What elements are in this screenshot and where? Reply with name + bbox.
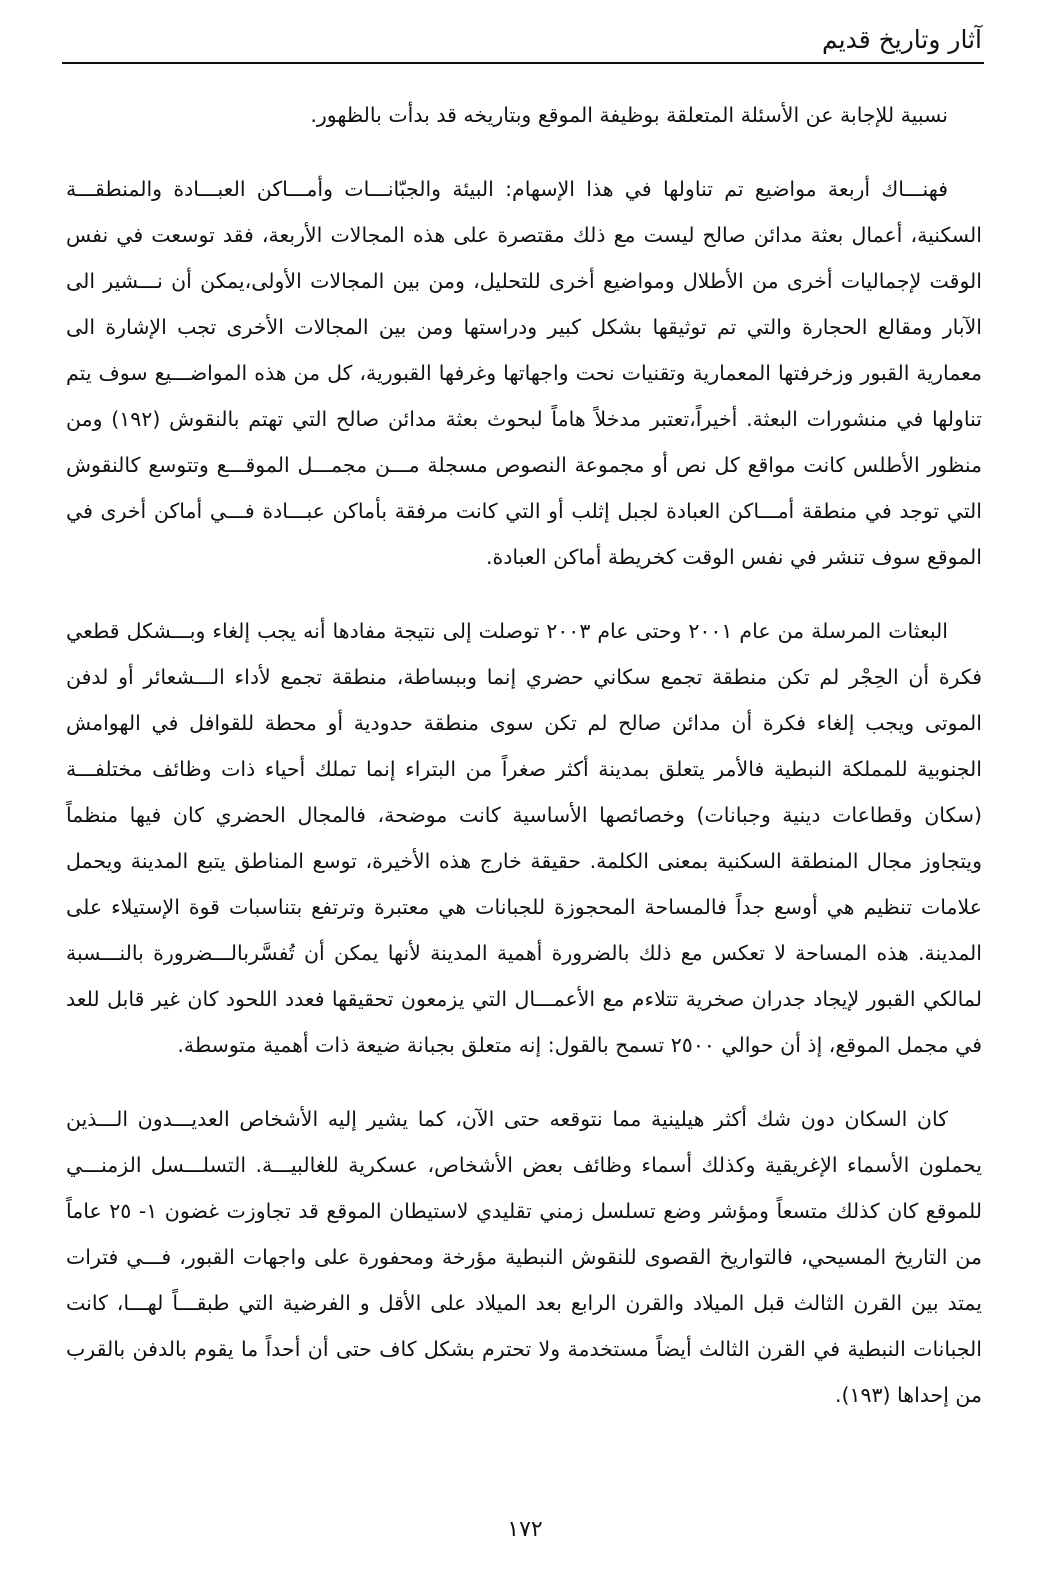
running-header-title: آثار وتاريخ قديم [822,25,982,54]
header-divider [62,62,984,64]
paragraph-continuation: نسبية للإجابة عن الأسئلة المتعلقة بوظيفة الموقع وبتاريخه قد بدأت بالظهور. [310,103,948,127]
page-number: ١٧٢ [507,1517,543,1542]
paragraph-topics: فهنـــاك أربعة مواضيع تم تناولها في هذا الإسهام: البيئة والجبّانـــات وأمـــاكن العبـــادة والمنطقـــة السكنية، أعمال بعثة مدائن صالح ليست مع ذلك مقتصرة على هذه المجالات الأربعة، فقد توسعت في نفس الوقت لإجماليات أخرى من الأطلال ومواضيع أخرى للتحليل، ومن بين المجالات الأولى،يمكن أن نـــشير الى الآبار ومقالع الحجارة والتي تم توثيقها بشكل كبير ودراستها ومن بين المجالات الأخرى تجب الإشارة الى معمارية القبور وزخرفتها المعمارية وتقنيات نحت واجهاتها وغرفها القبورية، كل من هذه المواضـــيع سوف يتم تناولها في منشورات البعثة. أخيراً،تعتبر مدخلاً هاماً لبحوث بعثة مدائن صالح التي تهتم بالنقوش (١٩٢) ومن منظور الأطلس كانت مواقع كل نص أو مجموعة النصوص مسجلة مـــن مجمـــل الموقـــع وتتوسع كالنقوش التي توجد في منطقة أمـــاكن العبادة لجبل إثلب أو التي كانت مرفقة بأماكن عبـــادة فـــي أماكن أخرى في الموقع سوف تنشر في نفس الوقت كخريطة أماكن العبادة. [66,177,983,569]
paragraph-population: كان السكان دون شك أكثر هيلينية مما نتوقعه حتى الآن، كما يشير إليه الأشخاص العديـــدون الـــذين يحملون الأسماء الإغريقية وكذلك أسماء وظائف بعض الأشخاص، عسكرية للغالبيـــة. التسلـــسل الزمنـــي للموقع كان كذلك متسعاً ومؤشر وضع تسلسل زمني تقليدي لاستيطان الموقع قد تجاوزت غضون ١- ٢٥ عاماً من التاريخ المسيحي، فالتواريخ القصوى للنقوش النبطية مؤرخة ومحفورة على واجهات القبور، فـــي فترات يمتد بين القرن الثالث قبل الميلاد والقرن الرابع بعد الميلاد على الأقل و الفرضية التي طبقـــاً لهـــا، كانت الجبانات النبطية في القرن الثالث أيضاً مستخدمة ولا تحترم بشكل كاف حتى أن أحداً ما يقوم بالدفن بالقرب من إحداها (١٩٣). [66,1107,982,1407]
paragraph-missions: البعثات المرسلة من عام ٢٠٠١ وحتى عام ٢٠٠٣ توصلت إلى نتيجة مفادها أنه يجب إلغاء وبـــشكل قطعي فكرة أن الحِجْر لم تكن منطقة تجمع سكاني حضري إنما وببساطة، منطقة تجمع لأداء الـــشعائر أو لدفن الموتى ويجب إلغاء فكرة أن مدائن صالح لم تكن سوى منطقة حدودية أو محطة للقوافل في الهوامش الجنوبية للمملكة النبطية فالأمر يتعلق بمدينة أكثر صغراً من البتراء إنما تملك أحياء ذات وظائف مختلفـــة (سكان وقطاعات دينية وجبانات) وخصائصها الأساسية كانت موضحة، فالمجال الحضري كان فيها منظماً ويتجاوز مجال المنطقة السكنية بمعنى الكلمة. حقيقة خارج هذه الأخيرة، توسع المناطق يتبع المدينة ويحمل علامات تنظيم هي أوسع جداً فالمساحة المحجوزة للجبانات هي معتبرة وترتفع بتناسبات قوة الإستيلاء على المدينة. هذه المساحة لا تعكس مع ذلك بالضرورة أهمية المدينة لأنها يمكن أن تُفسَّربالـــضرورة بالنـــسبة لمالكي القبور لإيجاد جدران صخرية تتلاءم مع الأعمـــال التي يزمعون تحقيقها فعدد اللحود كان غير قابل للعد في مجمل الموقع، إذ أن حوالي ٢٥٠٠ تسمح بالقول: إنه متعلق بجبانة ضيعة ذات أهمية متوسطة. [66,619,982,1057]
body-text [66,92,982,1446]
